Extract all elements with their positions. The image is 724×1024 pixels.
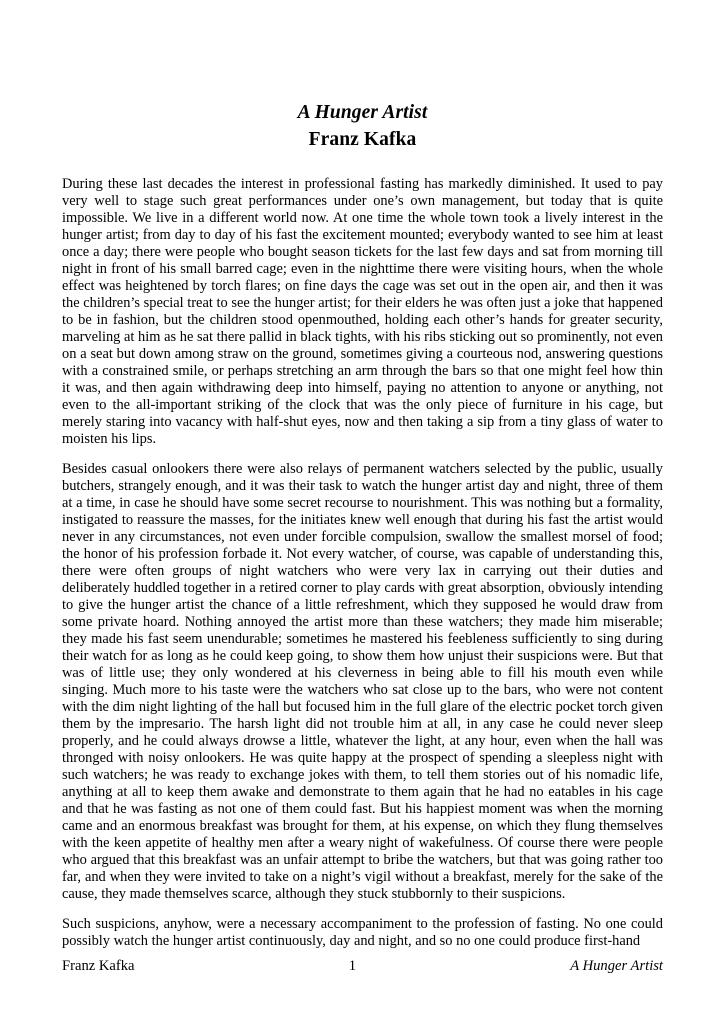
paragraph: During these last decades the interest in professional fasting has markedly diminished. It used to pay very well to stage such great performances under one’s own management, but today that is quite impossible. We live in a different world now. At one time the whole town took a lively interest in the hunger artist; from day to day of his fast the excitement mounted; everybody wanted to see him at least once a day; there were people who bought season tickets for the last few days and sat from morning till night in front of his small barred cage; even in the nighttime there were visiting hours, when the whole effect was heightened by torch flares; on fine days the cage was set out in the open air, and then it was the children’s special treat to see the hunger artist; for their elders he was often just a joke that happened to be in fashion, but the children stood openmouthed, holding each other’s hands for greater security, marveling at him as he sat there pallid in black tights, with his ribs sticking out so prominently, not even on a seat but down among straw on the ground, sometimes giving a courteous nod, answering questions with a constrained smile, or perhaps stretching an arm through the bars so that one might feel how thin it was, and then again withdrawing deep into himself, paying no attention to anyone or anything, not even to the all-important striking of the clock that was the only piece of furniture in his cage, but merely staring into vacancy with half-shut eyes, now and then taking a sip from a tiny glass of water to moisten his lips. [62,176,663,447]
footer-title: A Hunger Artist [570,958,663,974]
title-block [62,100,663,153]
page-title: A Hunger Artist [297,102,428,123]
body-text-column [62,176,663,950]
page-footer [62,957,663,975]
author-name: Franz Kafka [308,129,417,150]
paragraph: Besides casual onlookers there were also relays of permanent watchers selected by the public, usually butchers, strangely enough, and it was their task to watch the hunger artist day and night, three of them at a time, in case he should have some secret recourse to nourishment. This was nothing but a formality, instigated to reassure the masses, for the initiates knew well enough that during his fast the artist would never in any circumstances, not even under forcible compulsion, swallow the smallest morsel of food; the honor of his profession forbade it. Not every watcher, of course, was capable of understanding this, there were often groups of night watchers who were very lax in carrying out their duties and deliberately huddled together in a retired corner to play cards with great absorption, obviously intending to give the hunger artist the chance of a little refreshment, which they supposed he would draw from some private hoard. Nothing annoyed the artist more than these watchers; they made him miserable; they made his fast seem unendurable; sometimes he mastered his feebleness sufficiently to sing during their watch for as long as he could keep going, to show them how unjust their suspicions were. But that was of little use; they only wondered at his cleverness in being able to fill his mouth even while singing. Much more to his taste were the watchers who sat close up to the bars, who were not content with the dim night lighting of the hall but focused him in the full glare of the electric pocket torch given them by the impresario. The harsh light did not trouble him at all, in any case he could never sleep properly, and he could always drowse a little, whatever the light, at any hour, even when the hall was thronged with noisy onlookers. He was quite happy at the prospect of spending a sleepless night with such watchers; he was ready to exchange jokes with them, to tell them stories out of his nomadic life, anything at all to keep them awake and demonstrate to them again that he had no eatables in his cage and that he was fasting as not one of them could fast. But his happiest moment was when the morning came and an enormous breakfast was brought for them, at his expense, on which they flung themselves with the keen appetite of healthy men after a weary night of wakefulness. Of course there were people who argued that this breakfast was an unfair attempt to bribe the watchers, but that was going rather too far, and when they were invited to take on a night’s vigil without a breakfast, merely for the sake of the cause, they made themselves scarce, although they stuck stubbornly to their suspicions. [62,461,663,902]
footer-page-number: 1 [348,958,357,974]
footer-author: Franz Kafka [62,958,135,974]
paragraph: Such suspicions, anyhow, were a necessary accompaniment to the profession of fasting. No one could possibly watch the hunger artist continuously, day and night, and so no one could produce first-hand [62,916,663,949]
